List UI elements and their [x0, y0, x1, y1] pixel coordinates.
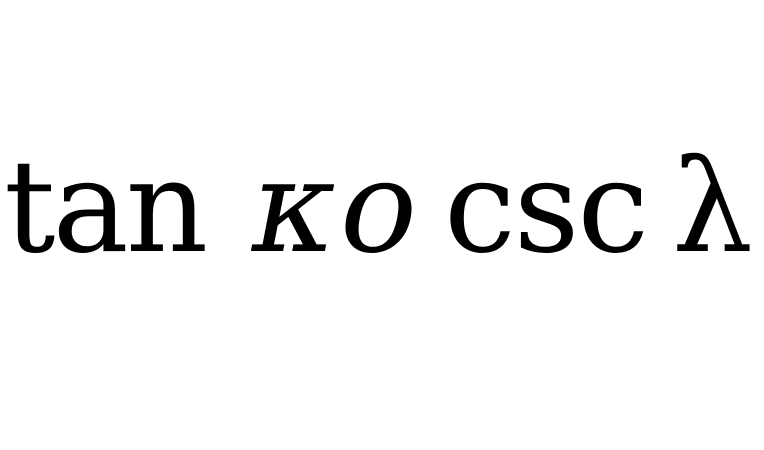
- variable-o: o: [340, 133, 418, 282]
- function-tan: tan: [4, 133, 206, 282]
- function-csc: csc: [444, 133, 648, 282]
- variable-lambda: λ: [672, 133, 754, 282]
- math-expression: [0, 128, 764, 288]
- variable-kappa: κ: [252, 133, 336, 282]
